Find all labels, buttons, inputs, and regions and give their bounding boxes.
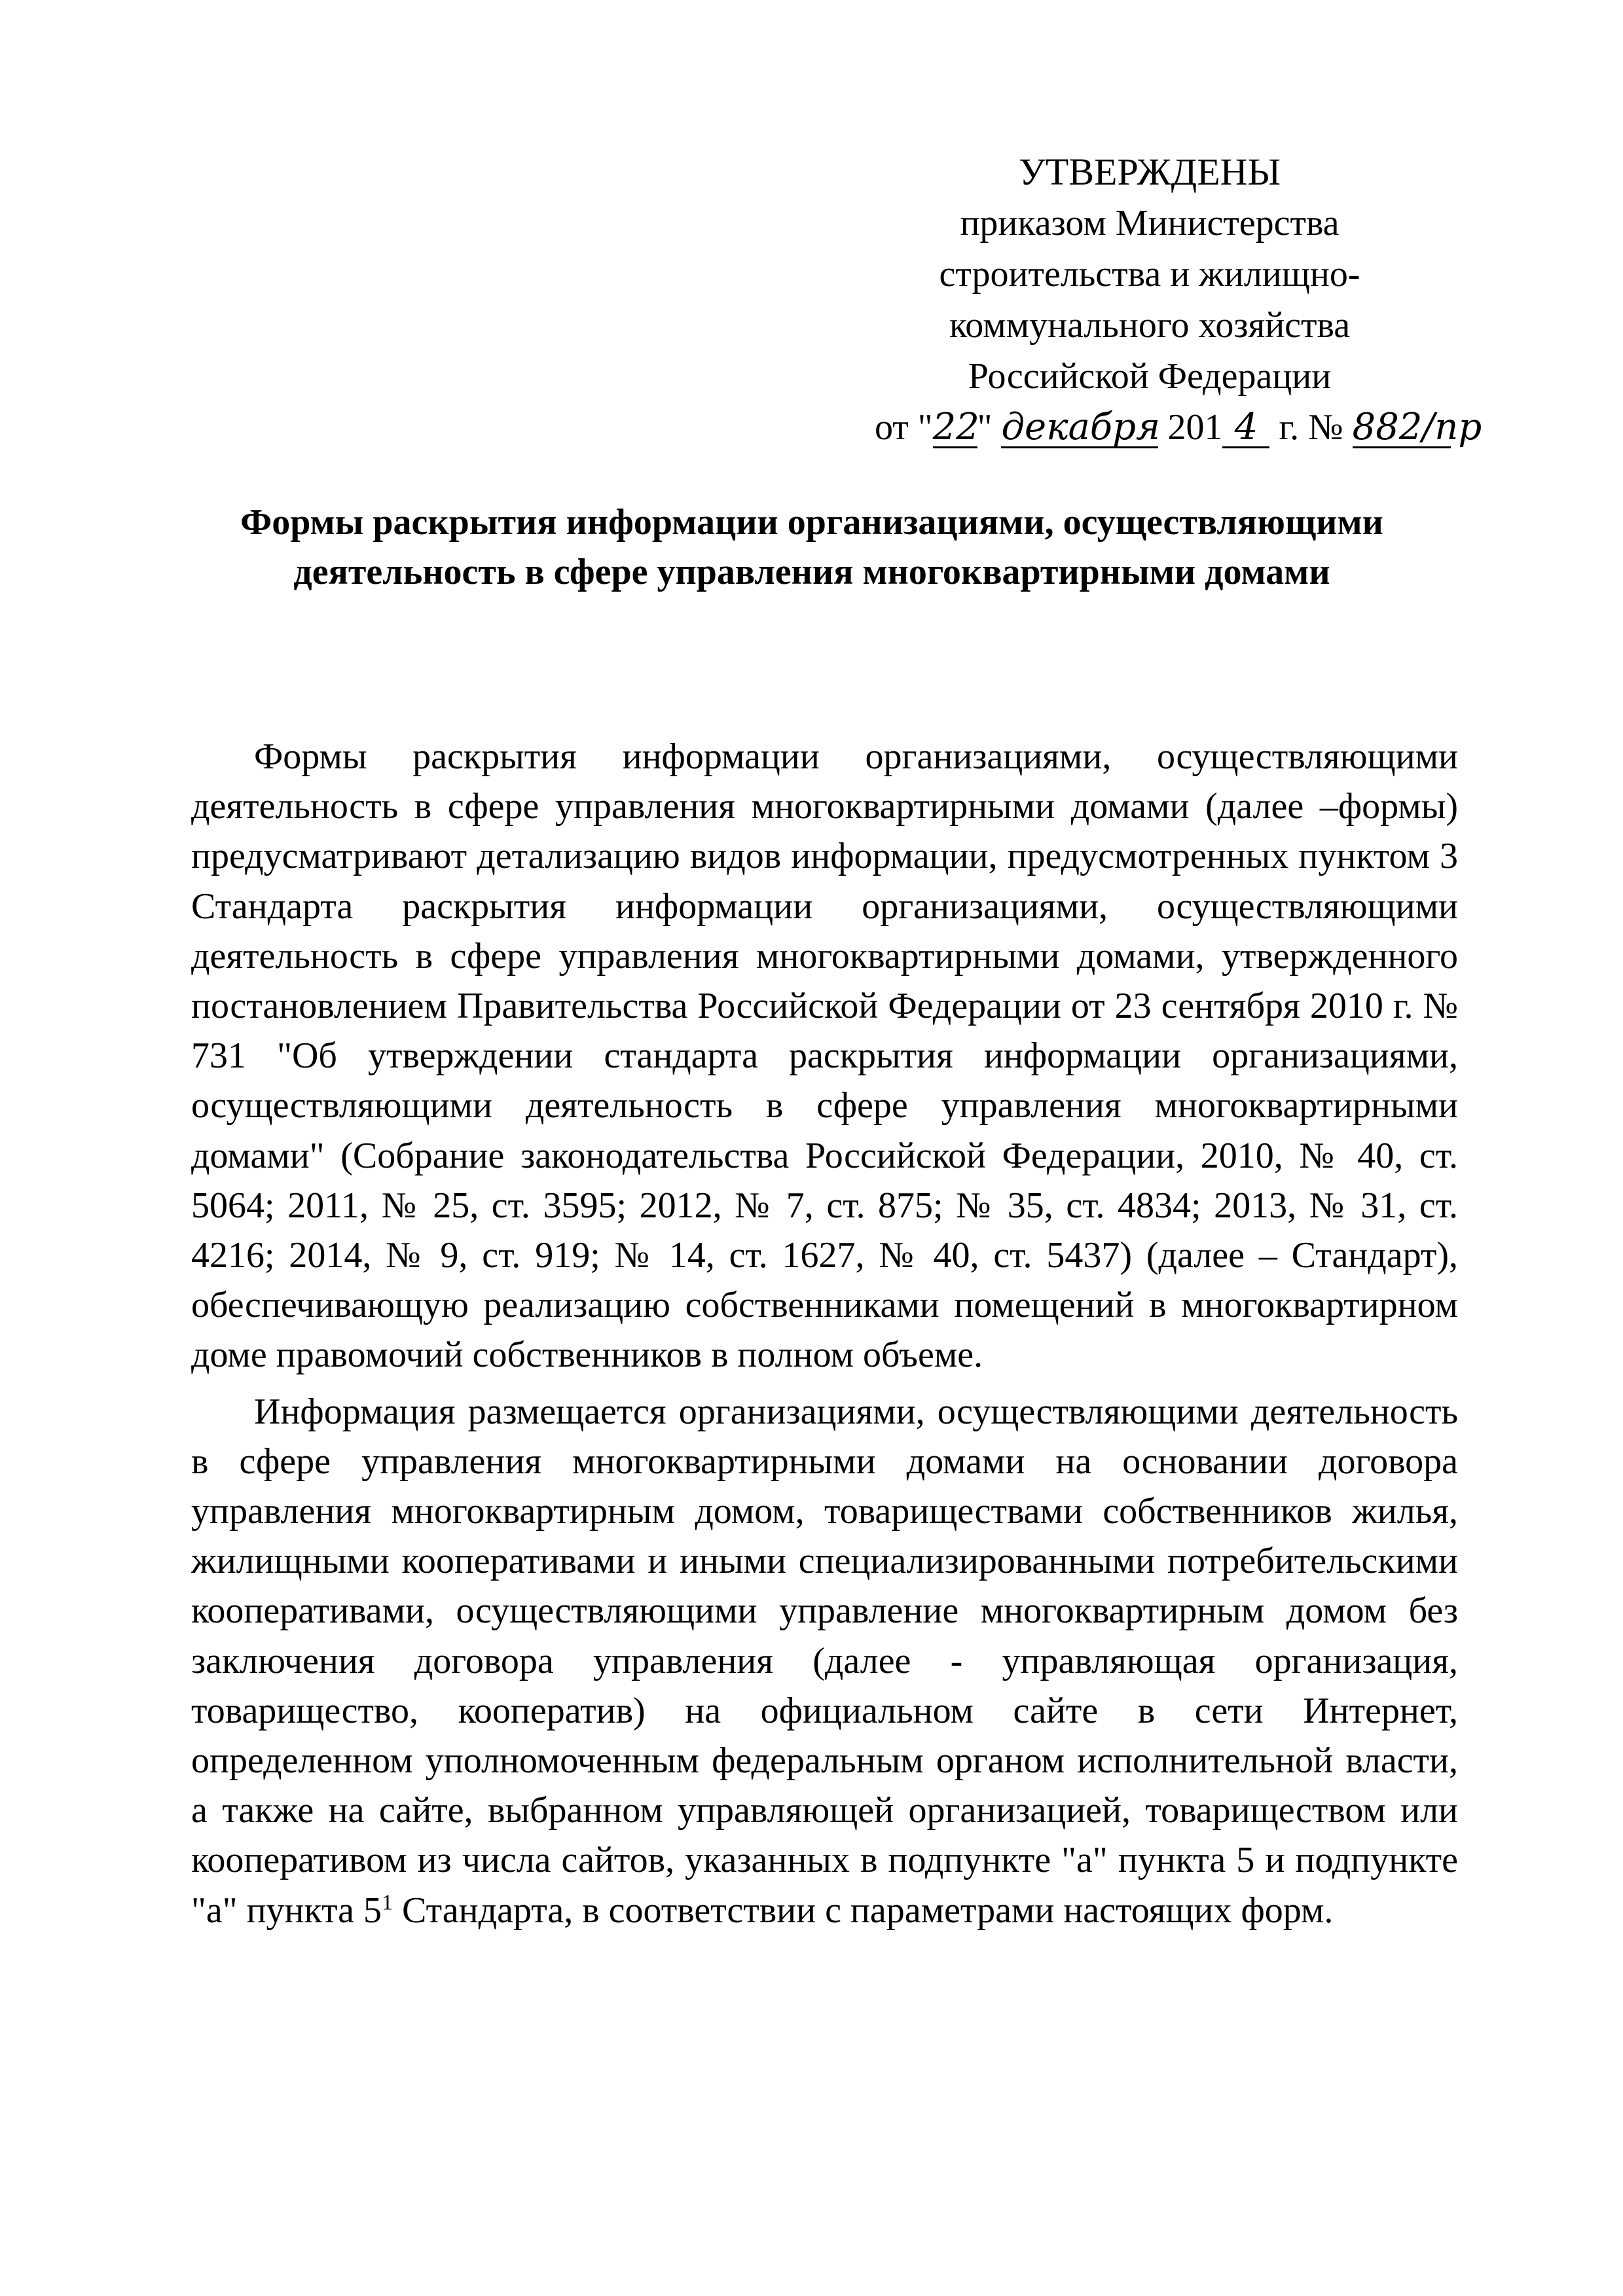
order-month-handwritten: декабря	[1001, 406, 1161, 448]
order-year-suffix: г. №	[1269, 407, 1343, 448]
paragraph-2-superscript: 1	[382, 1890, 393, 1915]
approval-line-4: Российской Федерации	[968, 356, 1332, 397]
order-from-label: от "	[875, 407, 933, 448]
order-quote-close: "	[977, 407, 993, 448]
approval-heading: УТВЕРЖДЕНЫ	[1018, 151, 1281, 193]
document-body	[191, 732, 1458, 1942]
order-day-handwritten: 22	[932, 406, 979, 448]
document-title-line-1: Формы раскрытия информации организациями, осуществляющими	[240, 502, 1383, 543]
paragraph-2-text: Информация размещается организациями, осуществляющими деятельность в сфере управления многоквартирными домами на основании договора управления многоквартирным домом, товариществами собственников жилья, жилищными кооперативами и иными специализированными потребительскими кооперативами, осуществляющими управление многоквартирным домом без заключения договора управления (далее - управляющая организация, товарищество, кооператив) на официальном сайте в сети Интернет, определенном уполномоченным федеральным органом исполнительной власти, а также на сайте, выбранном управляющей организацией, товариществом или кооперативом из числа сайтов, указанных в подпункте "а" пункта 5 и подпункте "а" пункта 5	[191, 1391, 1458, 1931]
paragraph-2	[191, 1387, 1458, 1935]
approval-line-1: приказом Министерства	[960, 203, 1340, 243]
order-number-handwritten: 882/пр	[1352, 406, 1482, 448]
approval-block	[875, 147, 1482, 453]
document-title	[190, 497, 1434, 597]
order-date-line	[875, 402, 1482, 453]
document-title-line-2: деятельность в сфере управления многоквартирными домами	[293, 552, 1330, 592]
paragraph-1: Формы раскрытия информации организациями, осуществляющими деятельность в сфере управления многоквартирными домами (далее –формы) предусматривают детализацию видов информации, предусмотренных пунктом 3 Стандарта раскрытия информации организациями, осуществляющими деятельность в сфере управления многоквартирными домами, утвержденного постановлением Правительства Российской Федерации от 23 сентября 2010 г. № 731 "Об утверждении стандарта раскрытия информации организациями, осуществляющими деятельность в сфере управления многоквартирными домами" (Собрание законодательства Российской Федерации, 2010, № 40, ст. 5064; 2011, № 25, ст. 3595; 2012, № 7, ст. 875; № 35, ст. 4834; 2013, № 31, ст. 4216; 2014, № 9, ст. 919; № 14, ст. 1627, № 40, ст. 5437) (далее – Стандарт), обеспечивающую реализацию собственниками помещений в многоквартирном доме правомочий собственников в полном объеме.	[191, 736, 1458, 1376]
order-year-prefix: 201	[1167, 407, 1223, 448]
paragraph-2-text-end: Стандарта, в соответствии с параметрами настоящих форм.	[393, 1890, 1334, 1931]
order-year-digit-handwritten: 4	[1222, 408, 1269, 448]
approval-line-2: строительства и жилищно-	[939, 254, 1360, 295]
approval-line-3: коммунального хозяйства	[949, 305, 1351, 346]
